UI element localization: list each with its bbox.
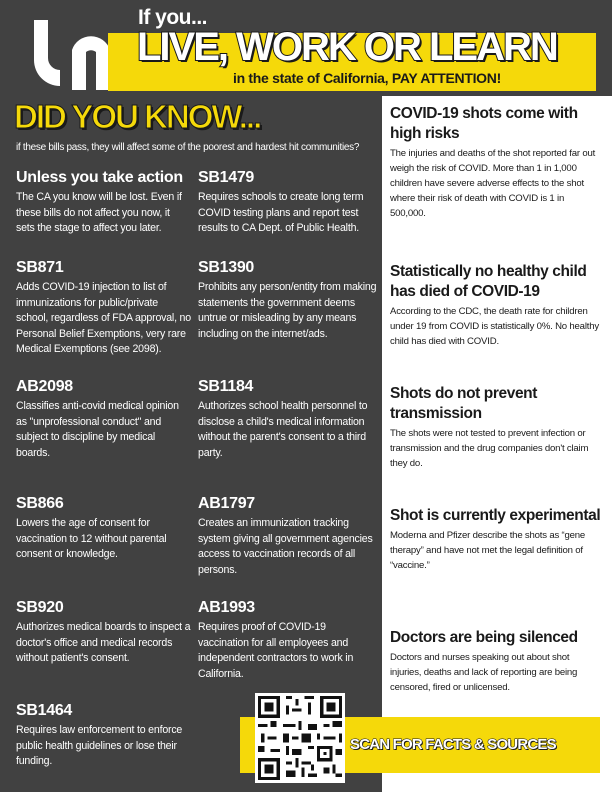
fact-section	[390, 262, 602, 349]
bill-title: AB2098	[16, 378, 73, 395]
bill-item	[16, 701, 191, 770]
bill-item	[198, 168, 378, 237]
bill-desc: Requires proof of COVID-19 vaccination for all employees and independent contractors to work in California.	[198, 621, 354, 680]
bill-item	[198, 258, 378, 342]
fact-desc: According to the CDC, the death rate for children under 19 from COVID is statistically 0%. No healthy child has died with COVID.	[390, 306, 599, 347]
bill-desc: Classifies anti-covid medical opinion as "unprofessional conduct" and subject to discipline by medical boards.	[16, 400, 179, 459]
bill-title: AB1797	[198, 495, 255, 512]
header-pre: If you...	[138, 6, 207, 29]
bill-title: SB1464	[16, 702, 73, 719]
bill-desc: Authorizes school health personnel to disclose a child's medical information without the parent's consent to a third party.	[198, 400, 368, 459]
bill-desc: Lowers the age of consent for vaccination to 12 without parental consent or knowledge.	[16, 517, 167, 560]
did-you-know-title: DID YOU KNOW...	[14, 98, 261, 135]
bill-title: SB871	[16, 259, 64, 276]
facts-panel	[382, 96, 612, 792]
bill-item	[16, 168, 191, 237]
scan-label: SCAN FOR FACTS & SOURCES	[350, 736, 556, 753]
bill-title: AB1993	[198, 599, 255, 616]
fact-desc: The shots were not tested to prevent infection or transmission and the drug companies don't claim they do.	[390, 428, 589, 469]
fact-title: Statistically no healthy child has died of COVID-19	[390, 263, 587, 300]
bill-item	[16, 377, 191, 461]
bill-desc: The CA you know will be lost. Even if these bills do not affect you now, it sets the stage to affect you later.	[16, 191, 182, 234]
header-subhead: in the state of California, PAY ATTENTION!	[233, 70, 501, 86]
bill-desc: Authorizes medical boards to inspect a doctor's office and medical records without patient's consent.	[16, 621, 191, 664]
bill-title: SB1184	[198, 378, 254, 395]
bill-item	[198, 598, 378, 682]
fact-title: Doctors are being silenced	[390, 629, 578, 646]
bill-desc: Requires schools to create long term COVID testing plans and report test results to CA Dept. of Public Health.	[198, 191, 364, 234]
fact-title: COVID-19 shots come with high risks	[390, 105, 578, 142]
bill-item	[16, 494, 191, 563]
fact-desc: Moderna and Pfizer describe the shots as “gene therapy” and have not met the legal definition of “vaccine.”	[390, 530, 586, 571]
bill-desc: Prohibits any person/entity from making statements the government deems untrue or misleading by any means including on the internet/ads.	[198, 281, 377, 340]
fact-title: Shots do not prevent transmission	[390, 385, 538, 422]
logo-icon	[26, 14, 112, 94]
fact-section	[390, 628, 602, 695]
fact-desc: Doctors and nurses speaking out about shot injuries, deaths and lack of reporting are being censored, fired or unlicensed.	[390, 652, 578, 693]
bill-title: Unless you take action	[16, 169, 183, 186]
fact-title: Shot is currently experimental	[390, 507, 601, 524]
bill-item	[198, 377, 378, 461]
bill-title: SB920	[16, 599, 64, 616]
did-you-know-intro: if these bills pass, they will affect some of the poorest and hardest hit communities?	[16, 142, 360, 153]
bill-title: SB1390	[198, 259, 255, 276]
bill-item	[16, 598, 191, 667]
bill-title: SB1479	[198, 169, 255, 186]
bill-desc: Adds COVID-19 injection to list of immunizations for public/private school, regardless of FDA approval, no Personal Belief Exemptions, very rare Medical Exemptions (see 2098).	[16, 281, 191, 355]
bill-title: SB866	[16, 495, 64, 512]
qr-code-icon[interactable]	[255, 693, 345, 783]
bill-item	[198, 494, 378, 578]
fact-desc: The injuries and deaths of the shot reported far out weigh the risk of COVID. More than 1 in 1,000 children have severe adverse effects to the shot where their risk of death with COVID is 1 in 500,000.	[390, 148, 596, 219]
bill-desc: Creates an immunization tracking system giving all government agencies access to vaccination records of all persons.	[198, 517, 373, 576]
bill-item	[16, 258, 191, 358]
fact-section	[390, 506, 602, 573]
header-headline: LIVE, WORK OR LEARN	[137, 25, 557, 69]
fact-section	[390, 104, 602, 221]
bill-desc: Requires law enforcement to enforce public health guidelines or lose their funding.	[16, 724, 183, 767]
fact-section	[390, 384, 602, 471]
